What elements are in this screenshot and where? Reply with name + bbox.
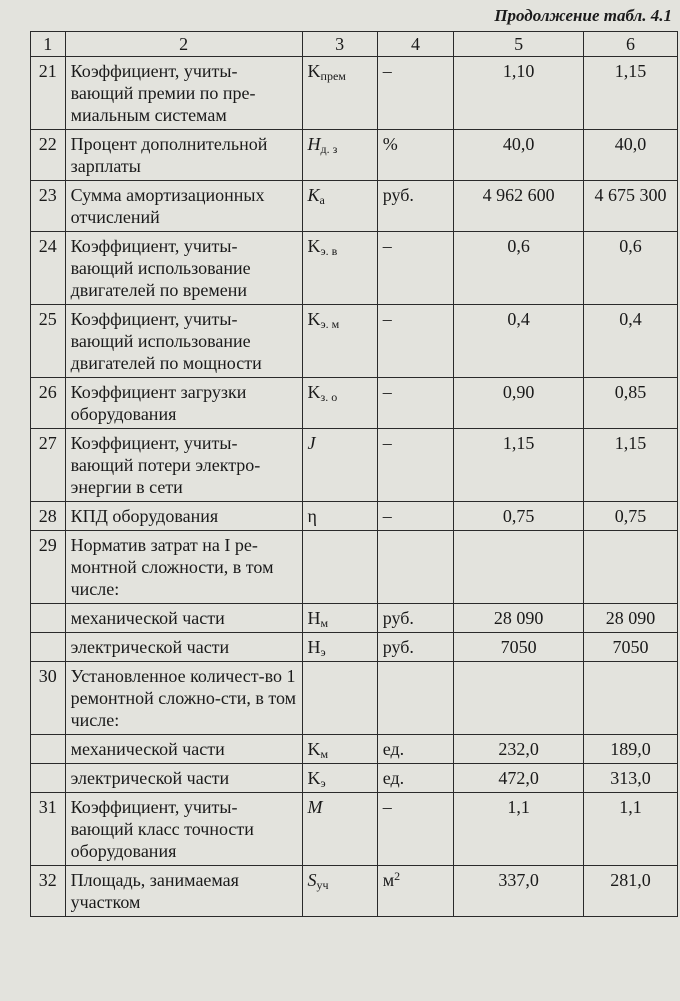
row-number: 31 (31, 793, 66, 866)
symbol: $K_{э. в}$ (302, 232, 377, 305)
unit: – (377, 378, 454, 429)
value-col6: 281,0 (583, 866, 677, 917)
table-row (31, 378, 678, 429)
value-col5: 1,15 (454, 429, 584, 502)
symbol: $K_{з. о}$ (302, 378, 377, 429)
row-number: 32 (31, 866, 66, 917)
row-number: 22 (31, 130, 66, 181)
value-col5: 0,90 (454, 378, 584, 429)
unit: – (377, 57, 454, 130)
col-header-2: 2 (65, 32, 302, 57)
subrow-name: механической части (65, 735, 302, 764)
unit: – (377, 305, 454, 378)
value-col6: 0,85 (583, 378, 677, 429)
symbol: $S_{уч}$ (302, 866, 377, 917)
unit: – (377, 793, 454, 866)
symbol: $H_э$ (302, 633, 377, 662)
value-col5: 232,0 (454, 735, 584, 764)
row-number: 24 (31, 232, 66, 305)
table-subrow (31, 604, 678, 633)
value-col6: 7050 (583, 633, 677, 662)
subrow-name: электрической части (65, 633, 302, 662)
row-number: 23 (31, 181, 66, 232)
value-col5: 1,10 (454, 57, 584, 130)
row-name: Коэффициент, учиты-вающий потери электро-энергии в сети (65, 429, 302, 502)
row-number: 29 (31, 531, 66, 604)
table-row (31, 232, 678, 305)
table-continuation-caption: Продолжение табл. 4.1 (494, 6, 672, 25)
row-number: 28 (31, 502, 66, 531)
table-row (31, 662, 678, 735)
col-header-4: 4 (377, 32, 454, 57)
row-name: Процент дополнительной зарплаты (65, 130, 302, 181)
value-col6: 313,0 (583, 764, 677, 793)
unit: ед. (377, 735, 454, 764)
table-subrow (31, 735, 678, 764)
row-name: Норматив затрат на I ре-монтной сложности, в том числе: (65, 531, 302, 604)
row-name: Коэффициент, учиты-вающий класс точности оборудования (65, 793, 302, 866)
row-name: Площадь, занимаемая участком (65, 866, 302, 917)
row-name: Коэффициент загрузки оборудования (65, 378, 302, 429)
table-row (31, 502, 678, 531)
table-row (31, 305, 678, 378)
unit: руб. (377, 181, 454, 232)
row-number: 21 (31, 57, 66, 130)
value-col6: 0,75 (583, 502, 677, 531)
value-col5: 40,0 (454, 130, 584, 181)
value-col5: 1,1 (454, 793, 584, 866)
symbol: $K_{прем}$ (302, 57, 377, 130)
row-number: 30 (31, 662, 66, 735)
unit: руб. (377, 633, 454, 662)
table-row (31, 57, 678, 130)
value-col5: 337,0 (454, 866, 584, 917)
table-row (31, 130, 678, 181)
symbol: $H_м$ (302, 604, 377, 633)
table-row (31, 793, 678, 866)
row-name: Коэффициент, учиты-вающий использование двигателей по времени (65, 232, 302, 305)
unit: – (377, 429, 454, 502)
value-col6: 0,4 (583, 305, 677, 378)
value-col5: 0,4 (454, 305, 584, 378)
value-col6: 28 090 (583, 604, 677, 633)
table-subrow (31, 633, 678, 662)
row-number: 25 (31, 305, 66, 378)
row-name: Коэффициент, учиты-вающий использование двигателей по мощности (65, 305, 302, 378)
symbol: $K_{э. м}$ (302, 305, 377, 378)
unit: % (377, 130, 454, 181)
col-header-6: 6 (583, 32, 677, 57)
simple-rows (31, 57, 678, 531)
row-name: КПД оборудования (65, 502, 302, 531)
unit: – (377, 232, 454, 305)
value-col6: 40,0 (583, 130, 677, 181)
unit: ед. (377, 764, 454, 793)
value-col6: 1,15 (583, 57, 677, 130)
symbol: J (302, 429, 377, 502)
parameters-table (30, 31, 678, 917)
col-header-3: 3 (302, 32, 377, 57)
unit: $м^2$ (377, 866, 454, 917)
unit: – (377, 502, 454, 531)
value-col5: 472,0 (454, 764, 584, 793)
table-row (31, 181, 678, 232)
table-subrow (31, 764, 678, 793)
col-header-5: 5 (454, 32, 584, 57)
value-col5: 4 962 600 (454, 181, 584, 232)
symbol: $K_м$ (302, 735, 377, 764)
row-name: Установленное количест-во 1 ремонтной сложно-сти, в том числе: (65, 662, 302, 735)
symbol: $K_э$ (302, 764, 377, 793)
value-col5: 0,75 (454, 502, 584, 531)
row-name: Сумма амортизационных отчислений (65, 181, 302, 232)
symbol: M (302, 793, 377, 866)
table-row (31, 531, 678, 604)
symbol: $K_а$ (302, 181, 377, 232)
subrow-name: электрической части (65, 764, 302, 793)
value-col5: 28 090 (454, 604, 584, 633)
table-row (31, 429, 678, 502)
value-col5: 0,6 (454, 232, 584, 305)
value-col6: 4 675 300 (583, 181, 677, 232)
table-header-row (31, 32, 678, 57)
value-col6: 0,6 (583, 232, 677, 305)
symbol: $H_{д. з}$ (302, 130, 377, 181)
symbol: η (302, 502, 377, 531)
col-header-1: 1 (31, 32, 66, 57)
value-col6: 1,15 (583, 429, 677, 502)
value-col6: 1,1 (583, 793, 677, 866)
row-number: 27 (31, 429, 66, 502)
row-number: 26 (31, 378, 66, 429)
subrow-name: механической части (65, 604, 302, 633)
row-name: Коэффициент, учиты-вающий премии по пре-миальным системам (65, 57, 302, 130)
value-col5: 7050 (454, 633, 584, 662)
value-col6: 189,0 (583, 735, 677, 764)
unit: руб. (377, 604, 454, 633)
table-row (31, 866, 678, 917)
